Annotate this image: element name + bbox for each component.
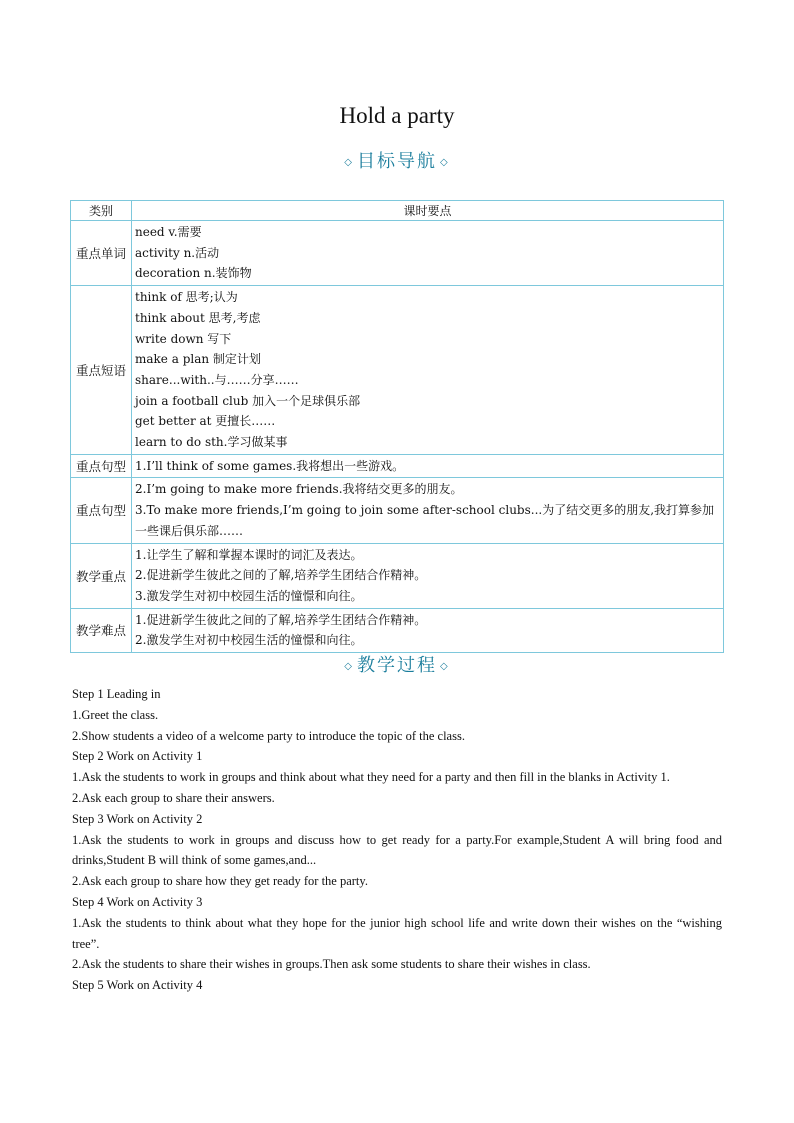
row-content xyxy=(132,286,724,455)
process-line: Step 3 Work on Activity 2 xyxy=(72,811,203,826)
content-line: 2.I’m going to make more friends.我将结交更多的朋友。 xyxy=(135,482,463,497)
content-line: 2.激发学生对初中校园生活的憧憬和向往。 xyxy=(135,633,363,648)
process-line: 2.Ask each group to share how they get ready for the party. xyxy=(72,874,368,889)
content-line: share...with..与……分享…… xyxy=(135,372,299,387)
process-line: 1.Ask the students to work in groups and think about what they need for a party and then fill in the blanks in Activity 1. xyxy=(72,770,670,785)
header-points: 课时要点 xyxy=(132,201,724,221)
lesson-points-table xyxy=(70,200,724,653)
header-category: 类别 xyxy=(71,201,132,221)
content-line: make a plan 制定计划 xyxy=(135,352,261,367)
process-line: Step 2 Work on Activity 1 xyxy=(72,749,203,764)
diamond-icon: ◇ xyxy=(344,156,354,168)
content-line: 3.激发学生对初中校园生活的憧憬和向往。 xyxy=(135,588,363,603)
content-line: 3.To make more friends,I’m going to join some after-school clubs...为了结交更多的朋友,我打算参加一些课后俱乐部…… xyxy=(135,503,715,538)
row-content xyxy=(132,478,724,543)
table-row xyxy=(71,454,724,478)
row-content xyxy=(132,608,724,652)
content-line: write down 写下 xyxy=(135,331,232,346)
content-line: learn to do sth.学习做某事 xyxy=(135,435,288,450)
content-line: think about 思考,考虑 xyxy=(135,310,261,325)
content-line: 1.让学生了解和掌握本课时的词汇及表达。 xyxy=(135,547,363,562)
content-line: activity n.活动 xyxy=(135,245,220,260)
row-category: 重点单词 xyxy=(71,221,132,286)
content-line: decoration n.装饰物 xyxy=(135,266,252,281)
row-content xyxy=(132,221,724,286)
row-content xyxy=(132,454,724,478)
diamond-icon: ◇ xyxy=(440,660,450,672)
table-row xyxy=(71,286,724,455)
section-heading-process xyxy=(0,651,794,677)
row-category: 教学难点 xyxy=(71,608,132,652)
process-line: Step 4 Work on Activity 3 xyxy=(72,894,203,909)
table-row xyxy=(71,543,724,608)
row-category: 教学重点 xyxy=(71,543,132,608)
section-heading-text: 教学过程 xyxy=(357,655,437,676)
lesson-title: Hold a party xyxy=(339,103,455,128)
row-category: 重点句型 xyxy=(71,454,132,478)
diamond-icon: ◇ xyxy=(440,156,450,168)
content-line: 1.I’ll think of some games.我将想出一些游戏。 xyxy=(135,458,405,473)
table-header-row xyxy=(71,201,724,221)
row-category: 重点句型 xyxy=(71,478,132,543)
content-line: join a football club 加入一个足球俱乐部 xyxy=(135,393,361,408)
table-row xyxy=(71,478,724,543)
process-line: Step 5 Work on Activity 4 xyxy=(72,978,203,993)
process-line: 2.Ask the students to share their wishes in groups.Then ask some students to share their wishes in class. xyxy=(72,957,591,972)
process-line: 1.Ask the students to work in groups and discuss how to get ready for a party.For example,Student A will bring food and drinks,Student B will think of some games,and... xyxy=(72,832,722,868)
process-line: 1.Greet the class. xyxy=(72,707,159,722)
table-row xyxy=(71,221,724,286)
content-line: get better at 更擅长…… xyxy=(135,414,276,429)
content-line: think of 思考;认为 xyxy=(135,290,238,305)
teaching-process xyxy=(72,684,722,996)
process-line: Step 1 Leading in xyxy=(72,687,161,701)
table-row xyxy=(71,608,724,652)
process-line: 1.Ask the students to think about what they hope for the junior high school life and write down their wishes on the “wishing tree”. xyxy=(72,915,722,951)
content-line: 2.促进新学生彼此之间的了解,培养学生团结合作精神。 xyxy=(135,568,427,583)
process-line: 2.Show students a video of a welcome party to introduce the topic of the class. xyxy=(72,728,465,743)
row-content xyxy=(132,543,724,608)
process-line: 2.Ask each group to share their answers. xyxy=(72,790,275,805)
section-heading-text: 目标导航 xyxy=(357,151,437,172)
row-category: 重点短语 xyxy=(71,286,132,455)
section-heading-goals xyxy=(0,147,794,173)
content-line: need v.需要 xyxy=(135,225,202,239)
diamond-icon: ◇ xyxy=(344,660,354,672)
content-line: 1.促进新学生彼此之间的了解,培养学生团结合作精神。 xyxy=(135,612,427,627)
